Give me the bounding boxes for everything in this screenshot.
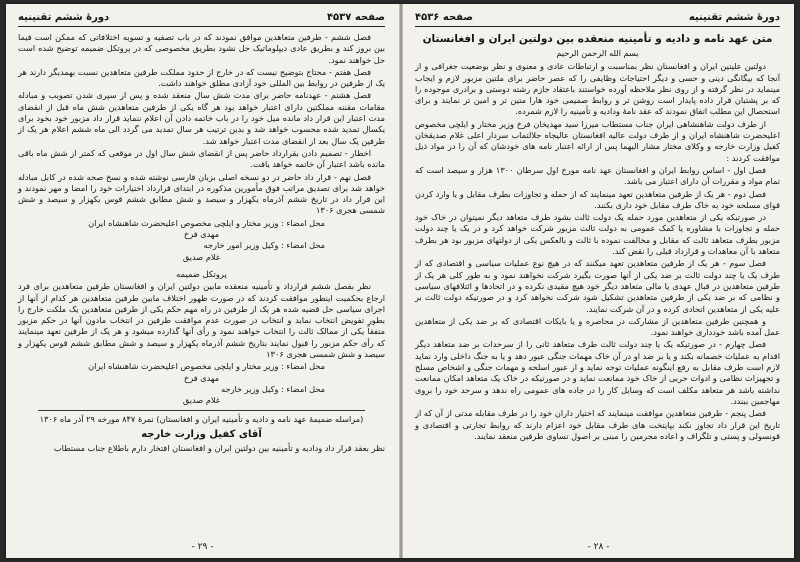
bismillah: بسم الله الرحمن الرحیم: [556, 48, 639, 58]
ministry-heading: آقای کفیل وزارت خارجه: [141, 428, 262, 440]
right-paragraph: از طرف دولت شاهنشاهی ایران جناب مستطاب میرزا سید مهدیخان فرخ وزیر مختار و ایلچی مخصوص اعلیحضرت شاهنشاه ایران و از طرف دولت عالیه افغانستان عالیجاه جلالتماب سردار اعلی غلام صدیقخان کفیل وزارت خارجه و وکلای مختار مشار الیهما پس از ارائه اعتبار نامه های خودشان که آن را در مواد ذیل موافقت کردند :: [415, 118, 780, 163]
left-header-title: دورهٔ ششم تقنینیه: [18, 11, 110, 23]
right-page-header: [415, 10, 780, 27]
letter-text: نظر بعقد قرار داد ودادیه و تأمینیه بین دولتین ایران و افغانستان افتخار دارم باطلاع جناب مستطاب: [53, 442, 385, 453]
signature-name: غلام صدیق: [182, 395, 221, 406]
right-paragraph: فصل پنجم - طرفین متعاهدین موافقت مینمایند که اختیار داران خود را در طرف مقابله مدتی از آن که از تاریخ این قرار داد تجاوز نکند بپایتخت های طرف مقابل خود اعزام دارند که روابط تجارتی و اقتصادی و قونسولی و پستی و تلگراف و اعاده مجرمین را مبنی بر اصول تساوی طرفین منعقد نمایند.: [415, 408, 780, 441]
treaty-title: متن عهد نامه و دادیه و تأمینیه منعقده بین دولتین ایران و افغانستان: [422, 33, 773, 45]
left-paragraph: فصل نهم - قرار داد حاضر در دو نسخه اصلی بزبان فارسی نوشته شده و نسخ صحه شده در کابل مبادله خواهد شد برای تصدیق مراتب فوق مأمورین مذکوره در ابتدای قرارداد اختیارات خود را امضا و مهر نمودند و این قرار داد در تاریخ ششم آذرماه یکهزار و سیصد و شش مطابق ششم قوس یکهزار و سیصد و شش شمسی هجری ۱۳۰۶: [18, 171, 385, 216]
left-paragraph: فصل هفتم - محتاج بتوضیح نیست که در خارج از حدود مملکت طرفین متعاهدین نسبت بهمدیگر دارند هر یک از طرفین در روابط بین المللی خود آزادی مطلق خواهند داشت.: [18, 66, 385, 89]
right-paragraph: فصل اول - اساس روابط ایران و افغانستان عهد نامه مورخ اول سرطان ۱۳۰۰ هزار و سیصد است که تمام مواد و مقررات آن دارای اعتبار می باشد.: [415, 164, 780, 187]
letter-reference: (مراسله ضمیمهٔ عهد نامه و دادیه و تأمینیه ایران و افغانستان) نمرهٔ ۸۴۷ مورخه ۲۹ آذر ماه ۱۳۰۶: [39, 413, 364, 424]
left-paragraph: اخطار - تصمیم دادن بقرارداد حاضر پس از انقضای شش سال اول در موقعی که کمتر از شش ماه باقی مانده باشد اعتبار آن خاتمه خواهد یافت.: [18, 147, 385, 170]
right-page-number: - ۲۸ -: [587, 542, 610, 552]
left-page: [6, 4, 399, 558]
right-paragraph: فصل سوم - هر یک از طرفین متعاهدین تعهد میکنند که در هیچ نوع عملیات سیاسی و اقتصادی که از طرف یک یا چند دولت ثالث بر ضد یکی از آنها صورت بگیرد شرکت نخواهند نمود و به طور کلی هر یک از طرفین متعاهدین در قبال عهدی یا مالی متعاهد دیگر خود هیچ مقیدی نکرده و در اتحادها و ائتلافهای سیاسی و نظامی که بر ضد یکی از طرفین متعاهدین تشکیل شود شرکت نخواهد کرد و در صورتیکه دولت ثالث بر علیه یکی از متعاهدین اتحادی کرده و در آن شرکت نمایند.: [415, 258, 780, 314]
signature-line: محل امضاء : وکیل وزیر خارجه: [221, 383, 325, 394]
book-spread: [6, 4, 794, 558]
signature-line: محل امضاء : وکیل وزیر امور خارجه: [203, 240, 325, 251]
left-paragraph: فصل ششم - طرفین متعاهدین موافق نمودند که در باب تصفیه و تسویه اختلافاتی که ممکن است فیما بین بروز کند و بطریق عادی دیپلوماتیک حل نشود بطریق مخصوصی که در پروتکل ضمیمه توضیح شده است حل خواهند نمود.: [18, 32, 385, 65]
right-paragraph: فصل دوم - هر یک از طرفین متعاهدین تعهد مینمایند که از حمله و تجاوزات بطرف مقابل و یا وارد کردن قوای مسلحه خود به خاک طرف مقابل خود داری بکنند.: [415, 188, 780, 210]
protocol-text: نظر بفصل ششم قرارداد و تأمینیه منعقده مابین دولتین ایران و افغانستان طرفین متعاهدین برای فرد ارجاع بحکمیت اینطور موافقت کردند که در صورت ظهور اختلاف مابین طرفین متعاهدین هر کدام از آنها از اجرای سیاسی حل قضیه شده هر یک از طرفین در راه مهم حکم یکی از طرفین متعاهدین یک ملکت خارج را بطور تفویض انتخاب نماید و انتخاب در صورت عدم موافقت طرفین در انتخاب مادون آنها در حکم مزبور متفقاً یکی از ممالک ثالث را انتخاب خواهند نمود و رأی آنها گذارده میشود و هر یک از طرفین تعهد مینمایند که رأی حکم مزبور را قبول نمایند بتاریخ ششم آذرماه یکهزار و سیصد و شش مطابق ششم قوس یکهزار و سیصد و شش شمسی هجری ۱۳۰۶: [18, 281, 385, 360]
left-paragraph: فصل هشتم - عهدنامه حاضر برای مدت شش سال منعقد شده و پس از سپری شدن تصویب و مبادله مقامات مقننه مملکتین دارای اعتبار خواهد بود هر گاه یکی از طرفین متعاهدین شش ماه قبل از انقضای مدت اعتبار این قرار داد مانده میل خود را در باب خاتمه دادن آن اعلام ننماید قرار داد مزبور خود بخود برای یکسال تمدید شده محسوب خواهد شد و بدین ترتیب هر سال تمدید می گردد الی ماه ششم اعلام هر یک از طرفین یک سال بعد از انقضای مدت اعتبار خواهد شد.: [18, 90, 385, 146]
right-page: [403, 4, 794, 558]
signature-line: محل امضاء : وزیر مختار و ایلچی مخصوص اعلیحضرت شاهنشاه ایران: [88, 217, 325, 228]
right-paragraph: در صورتیکه یکی از متعاهدین مورد حمله یک دولت ثالث بشود طرف متعاهد دیگر نمیتوان در خاک خود حمله و تجاوزات با مشاوره یا کمک عمومی به دولت ثالث مزبور شرکت خواهد کرد و در یک یا چند دولت مزبور بطرف متعاهد ثالث که مقابل و مخالفت نموده با ثالث و بالعکس یکی از دولتهای مزبور بود هر بطرف متعاهد با آن معاهدات و قرارداد قبلی را نقض کند.: [415, 212, 780, 257]
right-paragraph: و همچنین طرفین متعاهدین از مشارکت در محاصره و یا بایکات اقتصادی که بر ضد یکی از متعاهدین عمل آمده باشد خودداری خواهند نمود.: [415, 315, 780, 338]
left-page-header: [18, 10, 385, 27]
signature-name: مهدی فرخ: [183, 372, 220, 383]
left-header-page-number: صفحه ۴۵۳۷: [326, 11, 385, 23]
signature-name: غلام صدیق: [182, 251, 221, 262]
protocol-heading: پروتکل ضمیمه: [176, 268, 227, 279]
divider: [38, 410, 365, 411]
right-paragraph: فصل چهارم - در صورتیکه یک یا چند دولت ثالث طرف متعاهد ثانی را از سرحدات بر ضد متعاهد دیگر اقدام به عملیات خصمانه بکند و یا بر ضد او در آن خاک مهمات جنگی عبور دهد و یا به جنگ داخلی وارد نماید لازم است طرف مقابل به رفع اینگونه عملیات توجه نماید و از عبور اسلحه و مهمات جنگی و اشخاص مسلح و تجهیزات نظامی و ادوات حربی از خاک خود ممانعت نماید و در صورتیکه در خاک یک متعاهد امکان ممانعت نداشته باشد هر متعاهد مکلف است که وسایل کار را در جاده های عمومی راه ندهد و سرحد خود را بروی مهاجمین ببندد.: [415, 339, 780, 406]
right-header-title: دورهٔ ششم تقنینیه: [688, 11, 780, 23]
left-page-number: - ۲۹ -: [191, 542, 214, 552]
signature-name: مهدی فرخ: [183, 229, 220, 240]
signature-line: محل امضاء : وزیر مختار و ایلچی مخصوص اعلیحضرت شاهنشاه ایران: [88, 361, 325, 372]
right-paragraph: دولتین علیتین ایران و افغانستان نظر بمناسبت و ارتباطات عادی و معنوی و نظر بوضعیت جغرافی و از آنجا که بیگانگی دینی و حسی و دیگر احتیاجات وظایفی را که عصر حاضر برای ملتین مزبور لازم و ایجاب مینماید در نظر گرفته و از روی نظر ملاحظه آورده خواستند باعتقاد جازم رشته دوستی و برادری موجوده را که بر پشتبان قرار داده پایدار است روشن تر و روابط صمیمی خود هارا متین تر و امین تر نمایند و برای استحصال این مطلب اتفاق نمودند که عقد نامهٔ ودادیه و تأمینیه را لازم شمرده.: [415, 61, 780, 117]
right-header-page-number: صفحه ۴۵۳۶: [415, 11, 474, 23]
